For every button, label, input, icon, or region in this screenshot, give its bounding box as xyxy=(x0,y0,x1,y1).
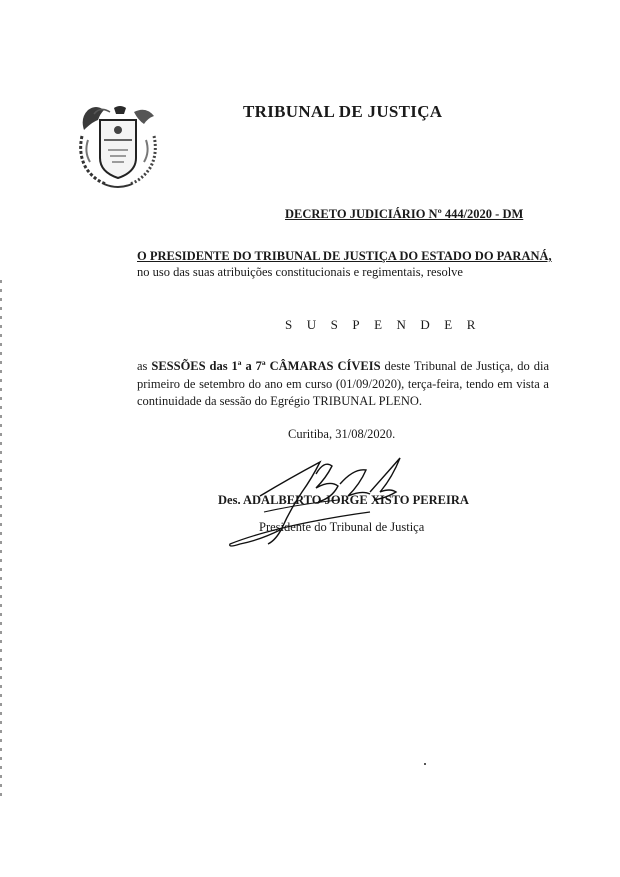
signer-role: Presidente do Tribunal de Justiça xyxy=(259,520,425,534)
decree-body xyxy=(137,358,549,411)
body-prefix: as xyxy=(137,359,152,373)
handwritten-signature xyxy=(220,448,435,558)
parana-coat-of-arms-icon xyxy=(74,100,160,192)
attributions-line: no uso das suas atribuições constitucionais e regimentais, resolve xyxy=(137,265,463,279)
decree-verb: SUSPENDER xyxy=(285,317,490,332)
body-bold: SESSÕES das 1ª a 7ª CÂMARAS CÍVEIS xyxy=(151,359,381,373)
president-line xyxy=(137,249,552,264)
scan-edge xyxy=(0,280,2,800)
scan-speck xyxy=(424,763,426,765)
place-date: Curitiba, 31/08/2020. xyxy=(288,427,396,441)
court-title: TRIBUNAL DE JUSTIÇA xyxy=(243,102,443,121)
president-heading: O PRESIDENTE DO TRIBUNAL DE JUSTIÇA DO ESTADO DO PARANÁ, xyxy=(137,249,552,263)
signer-name: Des. ADALBERTO JORGE XISTO PEREIRA xyxy=(218,493,469,507)
body-rest: deste Tribunal de Justiça, do dia primeiro de setembro do ano em curso (01/09/2020), terça-feira, tendo em vista a continuidade da sessão do Egrégio TRIBUNAL PLENO. xyxy=(137,359,550,408)
decree-title: DECRETO JUDICIÁRIO Nº 444/2020 - DM xyxy=(285,207,524,221)
